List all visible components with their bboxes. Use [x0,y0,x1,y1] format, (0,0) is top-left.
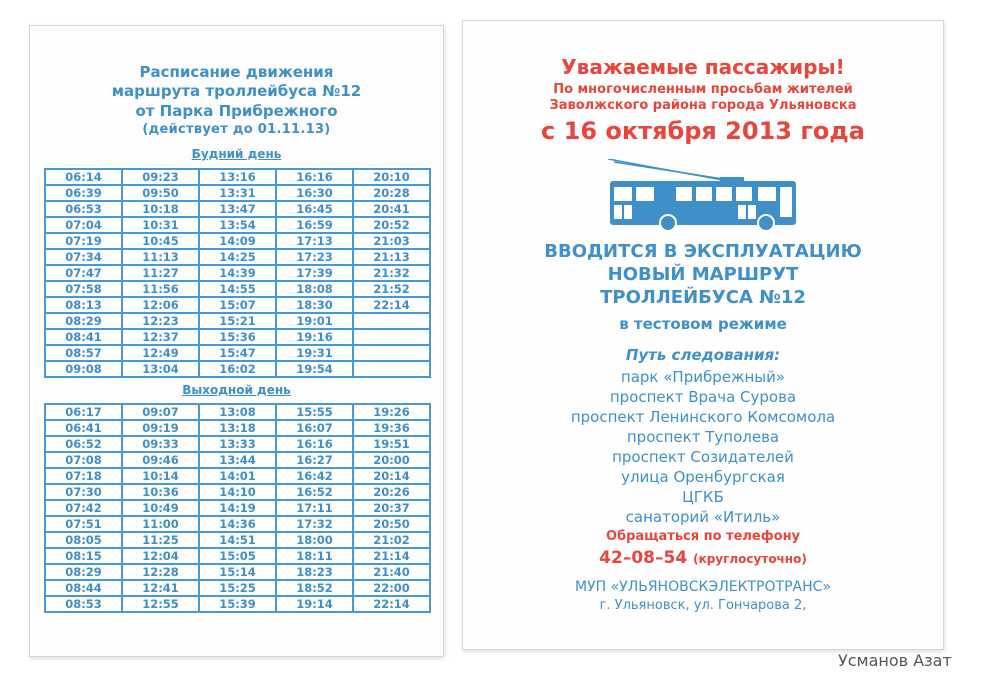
route-stop: ЦГКБ [682,488,724,506]
time-cell: 13:54 [199,217,276,233]
time-cell: 16:02 [199,361,276,377]
time-cell: 07:34 [45,249,122,265]
time-cell: 17:23 [276,249,353,265]
route-stop: проспект Туполева [626,428,780,446]
time-cell: 11:13 [122,249,199,265]
timetable-row [45,345,430,361]
timetable-row [45,468,430,484]
time-cell: 16:52 [276,484,353,500]
time-cell: 07:47 [45,265,122,281]
time-cell: 10:31 [122,217,199,233]
time-cell: 07:51 [45,516,122,532]
time-cell: 14:19 [199,500,276,516]
time-cell: 06:41 [45,420,122,436]
timetable-row [45,201,430,217]
time-cell: 13:18 [199,420,276,436]
time-cell: 14:39 [199,265,276,281]
time-cell [353,313,430,329]
timetable-row [45,185,430,201]
time-cell: 17:39 [276,265,353,281]
route-stop: проспект Врача Сурова [609,388,797,406]
time-cell: 21:52 [353,281,430,297]
time-cell [353,329,430,345]
time-cell: 16:42 [276,468,353,484]
time-cell: 08:53 [45,596,122,612]
time-cell: 15:14 [199,564,276,580]
time-cell: 18:52 [276,580,353,596]
time-cell: 07:42 [45,500,122,516]
timetable-row [45,297,430,313]
time-cell: 13:47 [199,201,276,217]
time-cell: 14:25 [199,249,276,265]
time-cell: 06:52 [45,436,122,452]
time-cell: 09:08 [45,361,122,377]
time-cell: 19:51 [353,436,430,452]
intro-line1: ВВОДИТСЯ В ЭКСПЛУАТАЦИЮ [544,241,862,262]
time-cell: 09:07 [122,404,199,420]
time-cell: 08:29 [45,564,122,580]
time-cell: 16:16 [276,169,353,185]
time-cell: 19:01 [276,313,353,329]
timetable-row [45,217,430,233]
time-cell: 09:23 [122,169,199,185]
time-cell: 12:28 [122,564,199,580]
route-stop: улица Оренбургская [621,468,785,486]
time-cell: 08:13 [45,297,122,313]
timetable-title-line1: Расписание движения [139,63,334,81]
timetable-row [45,564,430,580]
time-cell: 19:36 [353,420,430,436]
time-cell: 21:03 [353,233,430,249]
time-cell: 20:37 [353,500,430,516]
time-cell: 16:07 [276,420,353,436]
time-cell: 19:16 [276,329,353,345]
time-cell: 07:30 [45,484,122,500]
time-cell: 15:36 [199,329,276,345]
phone-line [463,548,943,568]
time-cell: 07:19 [45,233,122,249]
time-cell: 14:36 [199,516,276,532]
timetable-row [45,361,430,377]
request-line2: Заволжского района города Ульяновска [549,98,857,113]
time-cell: 13:16 [199,169,276,185]
timetable-row [45,420,430,436]
time-cell: 19:26 [353,404,430,420]
request-line1: По многочисленным просьбам жителей [553,82,853,97]
contact-text: Обращаться по телефону [605,529,801,544]
phone-note: (круглосуточно) [693,552,807,566]
time-cell: 18:23 [276,564,353,580]
time-cell: 06:14 [45,169,122,185]
timetable-row [45,436,430,452]
time-cell: 13:31 [199,185,276,201]
route-title: Путь следования: [625,346,781,364]
time-cell: 21:32 [353,265,430,281]
time-cell: 21:02 [353,532,430,548]
time-cell: 13:08 [199,404,276,420]
time-cell: 15:55 [276,404,353,420]
timetable-row [45,548,430,564]
time-cell: 21:40 [353,564,430,580]
time-cell: 13:04 [122,361,199,377]
time-cell: 15:05 [199,548,276,564]
route-stop: проспект Ленинского Комсомола [570,408,836,426]
time-cell: 11:56 [122,281,199,297]
time-cell: 19:14 [276,596,353,612]
time-cell: 09:19 [122,420,199,436]
time-cell: 22:14 [353,297,430,313]
time-cell: 14:01 [199,468,276,484]
time-cell: 15:39 [199,596,276,612]
time-cell: 18:11 [276,548,353,564]
time-cell: 19:31 [276,345,353,361]
time-cell: 19:54 [276,361,353,377]
time-cell: 06:53 [45,201,122,217]
weekend-section-title: Выходной день [182,383,291,397]
time-cell: 20:14 [353,468,430,484]
time-cell: 12:41 [122,580,199,596]
time-cell: 16:27 [276,452,353,468]
time-cell: 20:26 [353,484,430,500]
time-cell: 17:13 [276,233,353,249]
timetable-row [45,516,430,532]
time-cell: 10:45 [122,233,199,249]
timetable-row [45,404,430,420]
time-cell: 20:52 [353,217,430,233]
weekday-timetable [44,168,431,378]
time-cell: 12:23 [122,313,199,329]
time-cell: 08:05 [45,532,122,548]
time-cell: 15:21 [199,313,276,329]
timetable-row [45,452,430,468]
time-cell: 16:45 [276,201,353,217]
time-cell: 14:10 [199,484,276,500]
time-cell: 08:41 [45,329,122,345]
time-cell: 18:00 [276,532,353,548]
time-cell: 06:17 [45,404,122,420]
time-cell: 08:29 [45,313,122,329]
time-cell: 12:06 [122,297,199,313]
timetable-row [45,313,430,329]
time-cell: 17:11 [276,500,353,516]
weekend-timetable [44,403,431,613]
time-cell: 21:13 [353,249,430,265]
time-cell: 11:00 [122,516,199,532]
greeting-heading: Уважаемые пассажиры! [561,55,845,79]
time-cell: 12:49 [122,345,199,361]
time-cell: 11:27 [122,265,199,281]
time-cell: 15:47 [199,345,276,361]
trolleybus-icon [608,159,798,231]
time-cell: 15:25 [199,580,276,596]
timetable-row [45,233,430,249]
time-cell: 21:14 [353,548,430,564]
time-cell: 16:16 [276,436,353,452]
time-cell: 10:14 [122,468,199,484]
time-cell: 11:25 [122,532,199,548]
time-cell: 08:57 [45,345,122,361]
time-cell: 16:59 [276,217,353,233]
time-cell: 09:46 [122,452,199,468]
timetable-title-line3: от Парка Прибрежного [135,102,338,120]
time-cell: 14:09 [199,233,276,249]
test-mode-note: в тестовом режиме [619,315,787,333]
intro-line3: ТРОЛЛЕЙБУСА №12 [600,287,806,308]
time-cell: 20:41 [353,201,430,217]
timetable-title-line2: маршрута троллейбуса №12 [111,82,362,100]
time-cell [353,345,430,361]
time-cell: 18:08 [276,281,353,297]
timetable-row [45,281,430,297]
timetable-row [45,532,430,548]
time-cell: 09:33 [122,436,199,452]
time-cell: 14:55 [199,281,276,297]
start-date: с 16 октября 2013 года [541,117,865,145]
time-cell: 13:44 [199,452,276,468]
timetable-row [45,265,430,281]
time-cell: 10:18 [122,201,199,217]
intro-line2: НОВЫЙ МАРШРУТ [607,264,799,285]
time-cell: 12:04 [122,548,199,564]
time-cell: 17:32 [276,516,353,532]
time-cell: 20:10 [353,169,430,185]
time-cell: 07:08 [45,452,122,468]
organization-address: г. Ульяновск, ул. Гончарова 2, [599,598,807,613]
time-cell: 14:51 [199,532,276,548]
time-cell: 07:18 [45,468,122,484]
weekday-section-title: Будний день [191,147,282,161]
author-watermark: Усманов Азат [838,651,952,670]
timetable-sheet [29,25,444,657]
timetable-row [45,580,430,596]
time-cell: 08:44 [45,580,122,596]
announcement-sheet [462,20,944,650]
time-cell: 16:30 [276,185,353,201]
time-cell: 07:58 [45,281,122,297]
route-stop: проспект Созидателей [612,448,794,466]
timetable-row [45,249,430,265]
route-stop: санаторий «Итиль» [625,508,781,526]
route-stop: парк «Прибрежный» [620,368,786,386]
timetable-row [45,169,430,185]
time-cell: 22:14 [353,596,430,612]
timetable-row [45,484,430,500]
organization-name: МУП «УЛЬЯНОВСКЭЛЕКТРОТРАНС» [575,579,831,595]
timetable-validity: (действует до 01.11.13) [142,122,331,137]
time-cell: 20:28 [353,185,430,201]
time-cell: 09:50 [122,185,199,201]
time-cell: 10:49 [122,500,199,516]
time-cell: 06:39 [45,185,122,201]
time-cell: 12:55 [122,596,199,612]
timetable-row [45,596,430,612]
phone-number: 42–08–54 [599,548,688,568]
time-cell: 07:04 [45,217,122,233]
time-cell: 15:07 [199,297,276,313]
timetable-row [45,329,430,345]
time-cell: 20:00 [353,452,430,468]
time-cell: 20:50 [353,516,430,532]
time-cell: 13:33 [199,436,276,452]
time-cell: 22:00 [353,580,430,596]
time-cell: 18:30 [276,297,353,313]
time-cell [353,361,430,377]
time-cell: 10:36 [122,484,199,500]
time-cell: 12:37 [122,329,199,345]
time-cell: 08:15 [45,548,122,564]
timetable-row [45,500,430,516]
